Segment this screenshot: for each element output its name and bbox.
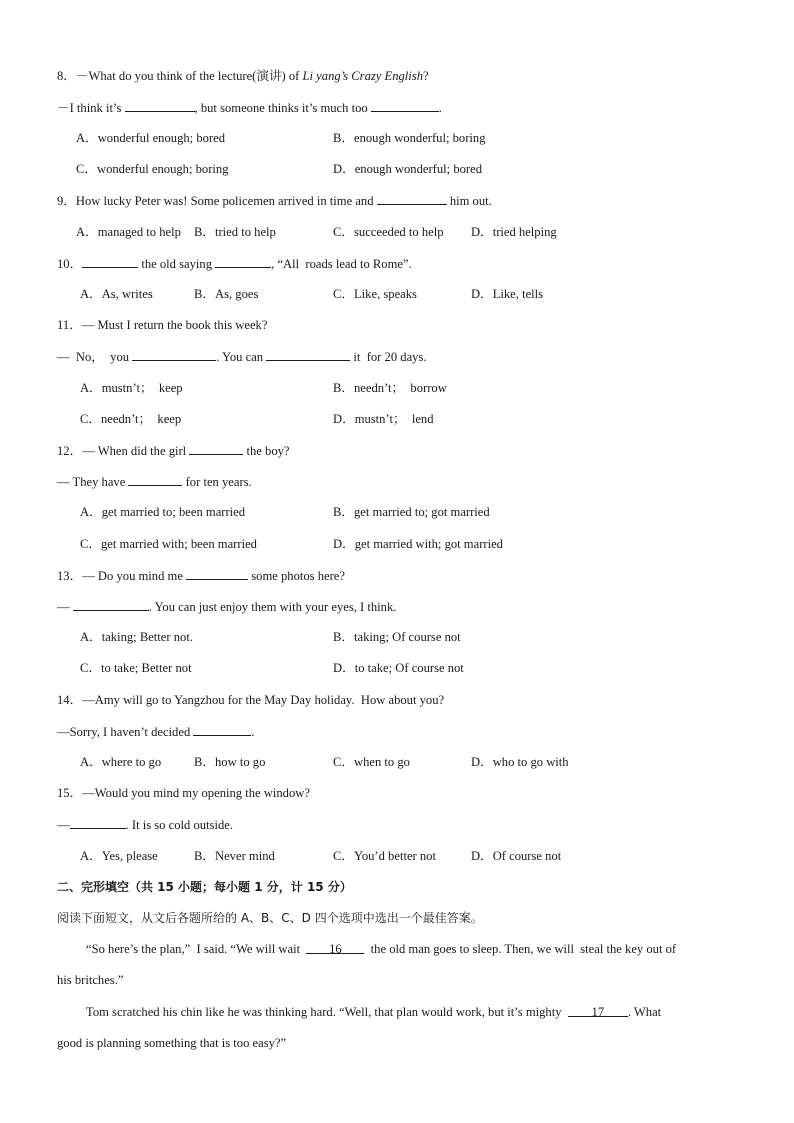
q10-option-c[interactable]: C．Like, speaks — [333, 287, 417, 301]
q8-stem: 8．－What do you think of the lecture(演讲) of Li yang’s Crazy English? — [57, 69, 429, 83]
q9-stem: 9．How lucky Peter was! Some policemen arrived in time and him out. — [57, 194, 492, 208]
q12-option-d[interactable]: D．get married with; got married — [333, 537, 503, 551]
answer-blank[interactable] — [266, 348, 350, 361]
q11-option-b[interactable]: B．needn’t； borrow — [333, 381, 447, 395]
q15-option-b[interactable]: B．Never mind — [194, 849, 275, 863]
answer-blank[interactable] — [128, 473, 182, 486]
q9-option-a[interactable]: A．managed to help — [76, 225, 181, 239]
q14-option-c[interactable]: C．when to go — [333, 755, 410, 769]
q10-stem: 10． the old saying , “All roads lead to Rome”. — [57, 257, 412, 271]
q8-option-d[interactable]: D．enough wonderful; bored — [333, 162, 482, 176]
q14-option-b[interactable]: B．how to go — [194, 755, 266, 769]
q10-option-a[interactable]: A．As, writes — [80, 287, 153, 301]
q12-line2: — They have for ten years. — [57, 475, 252, 489]
answer-blank[interactable] — [193, 723, 251, 736]
answer-blank[interactable] — [73, 598, 149, 611]
q11-option-d[interactable]: D．mustn’t； lend — [333, 412, 434, 426]
q8-option-c[interactable]: C．wonderful enough; boring — [76, 162, 229, 176]
q13-line2: — . You can just enjoy them with your eyes, I think. — [57, 600, 397, 614]
q8-option-b[interactable]: B．enough wonderful; boring — [333, 131, 486, 145]
q13-stem: 13．— Do you mind me some photos here? — [57, 569, 345, 583]
q15-line2: — . It is so cold outside. — [57, 818, 233, 832]
answer-blank[interactable] — [377, 192, 447, 205]
q10-option-b[interactable]: B．As, goes — [194, 287, 259, 301]
q9-option-d[interactable]: D．tried helping — [471, 225, 557, 239]
answer-blank[interactable] — [371, 99, 439, 112]
answer-blank[interactable] — [125, 99, 195, 112]
q12-stem: 12．— When did the girl the boy? — [57, 444, 290, 458]
q15-option-d[interactable]: D．Of course not — [471, 849, 562, 863]
q8-option-a[interactable]: A．wonderful enough; bored — [76, 131, 225, 145]
answer-blank[interactable] — [186, 567, 248, 580]
q13-option-d[interactable]: D．to take; Of course not — [333, 661, 464, 675]
q15-option-a[interactable]: A．Yes, please — [80, 849, 158, 863]
q11-option-c[interactable]: C．needn’t； keep — [80, 412, 182, 426]
q12-option-c[interactable]: C．get married with; been married — [80, 537, 257, 551]
section-instruction: 阅读下面短文，从文后各题所给的 A、B、C、D 四个选项中选出一个最佳答案。 — [57, 911, 483, 925]
q10-option-d[interactable]: D．Like, tells — [471, 287, 544, 301]
q9-option-c[interactable]: C．succeeded to help — [333, 225, 444, 239]
q13-option-a[interactable]: A．taking; Better not. — [80, 630, 193, 644]
q14-line2: —Sorry, I haven’t decided . — [57, 725, 255, 739]
cloze-blank-16[interactable]: 16 — [306, 941, 364, 954]
answer-blank[interactable] — [189, 442, 243, 455]
passage-paragraph-1-cont: his britches.” — [57, 973, 124, 987]
q15-option-c[interactable]: C．You’d better not — [333, 849, 436, 863]
section-heading: 二、完形填空（共 15 小题；每小题 1 分，计 15 分） — [57, 880, 352, 894]
q13-option-b[interactable]: B．taking; Of course not — [333, 630, 461, 644]
q13-option-c[interactable]: C．to take; Better not — [80, 661, 192, 675]
q12-option-a[interactable]: A．get married to; been married — [80, 505, 246, 519]
q9-option-b[interactable]: B．tried to help — [194, 225, 276, 239]
q14-option-d[interactable]: D．who to go with — [471, 755, 569, 769]
passage-paragraph-1: “So here’s the plan,” I said. “We will wait 16 the old man goes to sleep. Then, we will steal the key out of — [86, 942, 677, 956]
q11-stem: 11．— Must I return the book this week? — [57, 318, 268, 332]
passage-paragraph-2-cont: good is planning something that is too easy?” — [57, 1036, 287, 1050]
q14-option-a[interactable]: A．where to go — [80, 755, 162, 769]
passage-paragraph-2: Tom scratched his chin like he was thinking hard. “Well, that plan would work, but it’s mighty 17 . What — [86, 1005, 662, 1019]
q15-stem: 15．—Would you mind my opening the window? — [57, 786, 310, 800]
q11-line2: — No， you . You can it for 20 days. — [57, 350, 427, 364]
answer-blank[interactable] — [215, 255, 271, 268]
q8-line2: －I think it’s , but someone thinks it’s much too . — [57, 101, 442, 115]
answer-blank[interactable] — [132, 348, 216, 361]
answer-blank[interactable] — [70, 816, 126, 829]
answer-blank[interactable] — [82, 255, 138, 268]
q14-stem: 14．—Amy will go to Yangzhou for the May Day holiday. How about you? — [57, 693, 445, 707]
q11-option-a[interactable]: A．mustn’t； keep — [80, 381, 183, 395]
cloze-blank-17[interactable]: 17 — [568, 1004, 628, 1017]
q12-option-b[interactable]: B．get married to; got married — [333, 505, 490, 519]
